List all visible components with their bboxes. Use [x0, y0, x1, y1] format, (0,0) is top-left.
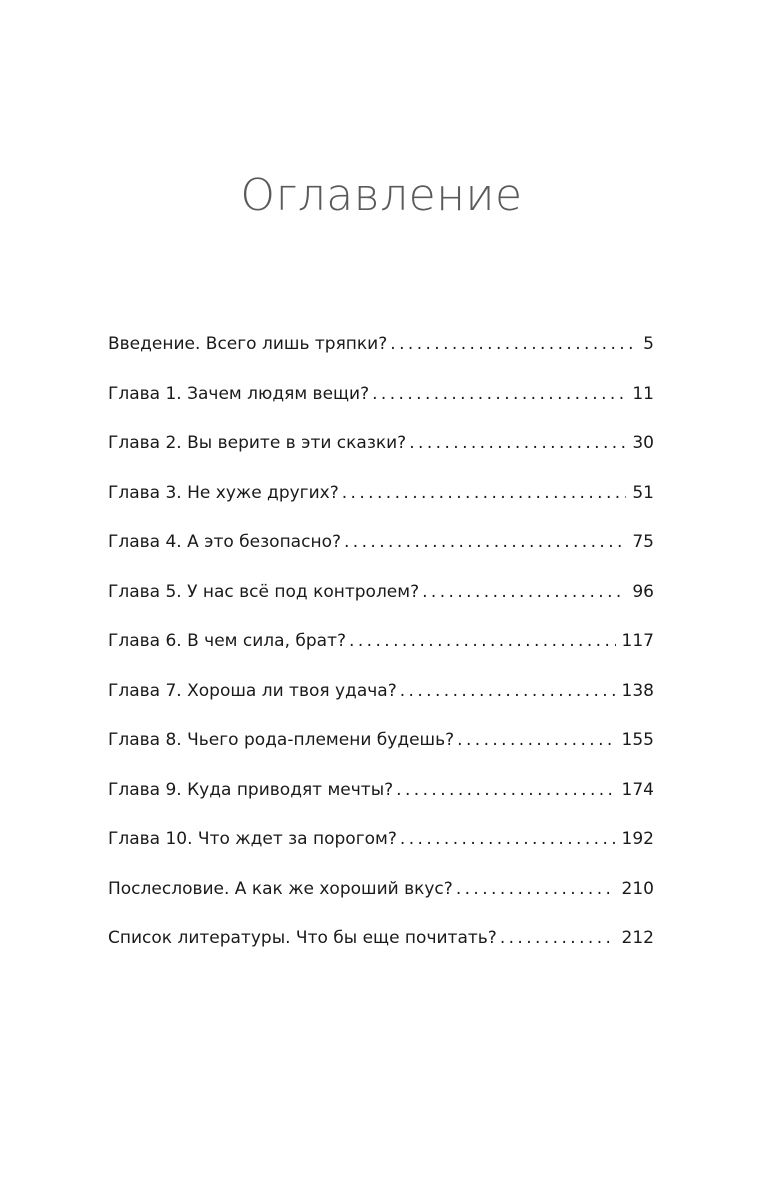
- toc-entry-title: Глава 9. Куда приводят мечты?: [108, 779, 394, 800]
- toc-entry-title: Глава 1. Зачем людям вещи?: [108, 383, 370, 404]
- page-title: Оглавление: [240, 170, 523, 221]
- toc-entry-title: Глава 2. Вы верите в эти сказки?: [108, 433, 407, 453]
- toc-entry: [108, 326, 654, 376]
- toc-entry-title: Глава 6. В чем сила, брат?: [108, 631, 347, 651]
- toc-page-number: 174: [621, 779, 654, 800]
- toc-page-number: 51: [632, 482, 654, 503]
- toc-page-number: 117: [621, 631, 654, 651]
- dot-leader: [409, 425, 626, 461]
- toc-entry-title: Список литературы. Что бы еще почитать?: [108, 928, 497, 948]
- dot-leader: [400, 821, 616, 857]
- toc-entry-title: Глава 3. Не хуже других?: [108, 482, 339, 503]
- dot-leader: [396, 772, 615, 808]
- toc-entry: [108, 524, 654, 574]
- toc-entry: [108, 376, 654, 426]
- toc-entry-title: Послесловие. А как же хороший вкус?: [108, 878, 453, 899]
- toc-page-number: 75: [632, 532, 654, 552]
- toc-page-number: 30: [632, 433, 654, 453]
- table-of-contents: [108, 326, 654, 970]
- toc-entry: [108, 722, 654, 772]
- dot-leader: [456, 871, 616, 907]
- toc-entry: [108, 475, 654, 525]
- toc-entry: [108, 772, 654, 822]
- dot-leader: [457, 722, 615, 758]
- toc-page-number: 155: [621, 730, 654, 750]
- toc-page-number: 96: [632, 581, 654, 602]
- toc-entry-title: Глава 7. Хороша ли твоя удача?: [108, 680, 397, 701]
- toc-page-number: 212: [621, 928, 654, 948]
- toc-entry: [108, 871, 654, 921]
- toc-entry: [108, 821, 654, 871]
- toc-entry-title: Глава 8. Чьего рода-племени будешь?: [108, 730, 455, 750]
- toc-page-number: 192: [621, 829, 654, 849]
- dot-leader: [344, 524, 626, 560]
- toc-page-number: 138: [621, 680, 654, 701]
- toc-entry: [108, 673, 654, 723]
- toc-entry-title: Глава 10. Что ждет за порогом?: [108, 829, 397, 849]
- toc-entry: [108, 623, 654, 673]
- toc-entry-title: Глава 5. У нас всё под контролем?: [108, 581, 420, 602]
- dot-leader: [349, 623, 616, 659]
- dot-leader: [342, 475, 627, 511]
- toc-entry-title: Глава 4. А это безопасно?: [108, 532, 341, 552]
- toc-entry: [108, 920, 654, 970]
- toc-page-number: 210: [621, 878, 654, 899]
- dot-leader: [390, 326, 637, 362]
- toc-page-number: 11: [632, 383, 654, 404]
- toc-entry-title: Введение. Всего лишь тряпки?: [108, 334, 388, 354]
- dot-leader: [372, 376, 626, 412]
- toc-entry: [108, 425, 654, 475]
- dot-leader: [500, 920, 616, 956]
- toc-page-number: 5: [643, 334, 654, 354]
- dot-leader: [422, 574, 626, 610]
- dot-leader: [400, 673, 616, 709]
- toc-entry: [108, 574, 654, 624]
